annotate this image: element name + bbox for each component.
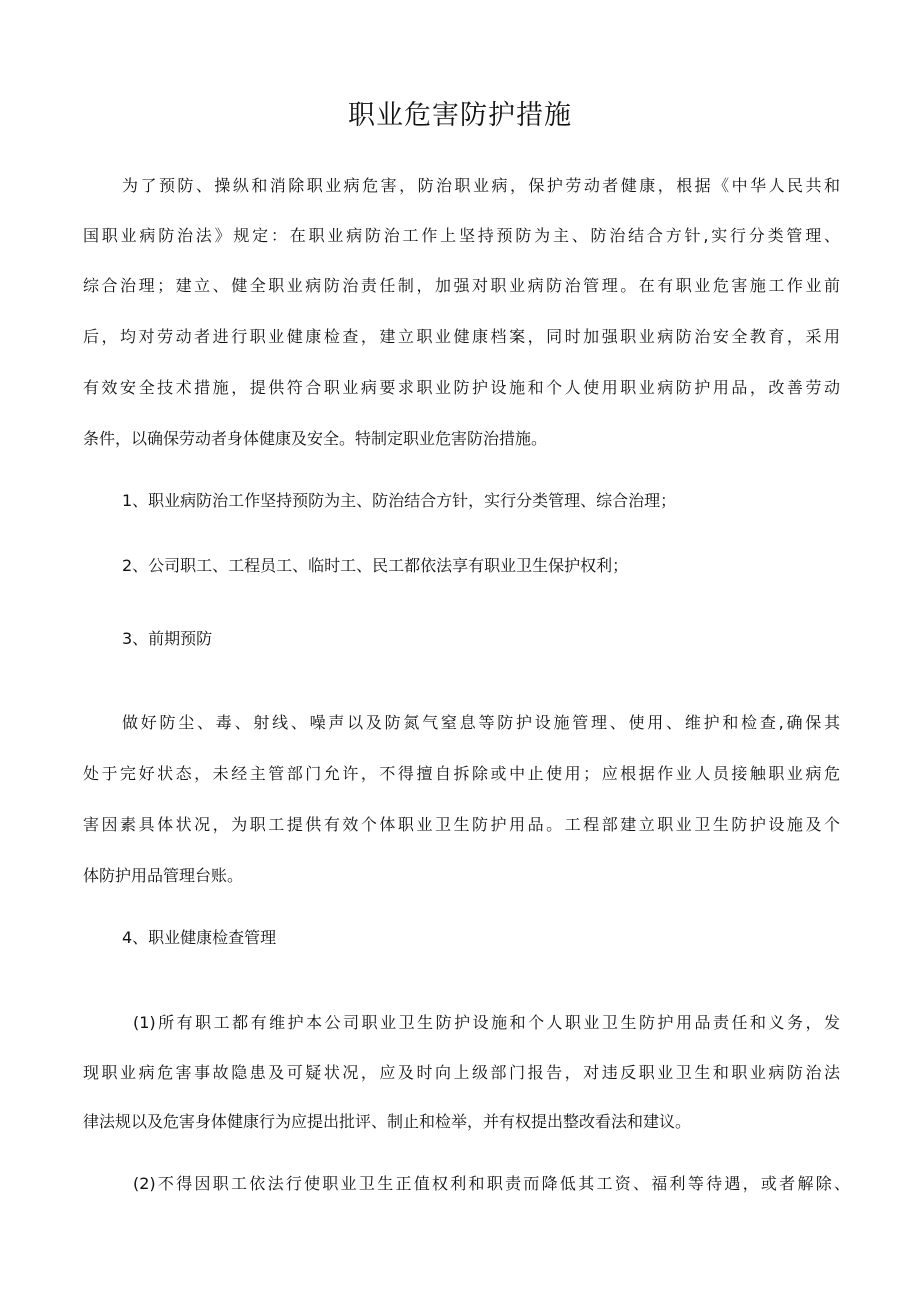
document-title: 职业危害防护措施 <box>348 100 572 131</box>
intro-line-5: 有效安全技术措施，提供符合职业病要求职业防护设施和个人使用职业病防护用品，改善劳动 <box>83 378 840 397</box>
item-3-body-line-1: 做好防尘、毒、射线、噪声以及防氮气窒息等防护设施管理、使用、维护和检查,确保其 <box>122 713 840 732</box>
intro-line-6: 条件，以确保劳动者身体健康及安全。特制定职业危害防治措施。 <box>83 429 548 448</box>
sub-item-1-line-3: 律法规以及危害身体健康行为应提出批评、制止和检举，并有权提出整改看法和建议。 <box>83 1112 692 1131</box>
intro-line-2: 国职业病防治法》规定：在职业病防治工作上坚持预防为主、防治结合方针,实行分类管理、 <box>83 226 840 245</box>
intro-line-4: 后，均对劳动者进行职业健康检查，建立职业健康档案，同时加强职业病防治安全教育，采用 <box>83 327 840 346</box>
item-3-body-line-3: 害因素具体状况，为职工提供有效个体职业卫生防护用品。工程部建立职业卫生防护设施及个 <box>83 815 840 834</box>
sub-item-1-line-2: 现职业病危害事故隐患及可疑状况，应及时向上级部门报告，对违反职业卫生和职业病防治法 <box>83 1063 840 1082</box>
sub-item-1-line-1: (1)所有职工都有维护本公司职业卫生防护设施和个人职业卫生防护用品责任和义务，发 <box>133 1013 840 1032</box>
item-2: 2、公司职工、工程员工、临时工、民工都依法享有职业卫生保护权利； <box>122 556 629 575</box>
item-3-body-line-2: 处于完好状态，未经主管部门允许，不得擅自拆除或中止使用；应根据作业人员接触职业病危 <box>83 764 840 783</box>
item-3-body-line-4: 体防护用品管理台账。 <box>83 866 244 885</box>
item-3-heading: 3、前期预防 <box>122 629 213 648</box>
intro-line-1: 为了预防、操纵和消除职业病危害，防治职业病，保护劳动者健康，根据《中华人民共和 <box>122 176 840 195</box>
item-1: 1、职业病防治工作坚持预防为主、防治结合方针，实行分类管理、综合治理； <box>122 491 677 510</box>
sub-item-2-line-1: (2)不得因职工依法行使职业卫生正值权利和职责而降低其工资、福利等待遇，或者解除、 <box>133 1174 850 1193</box>
intro-line-3: 综合治理；建立、健全职业病防治责任制，加强对职业病防治管理。在有职业危害施工作业前 <box>83 276 840 295</box>
item-4-heading: 4、职业健康检查管理 <box>122 928 277 947</box>
